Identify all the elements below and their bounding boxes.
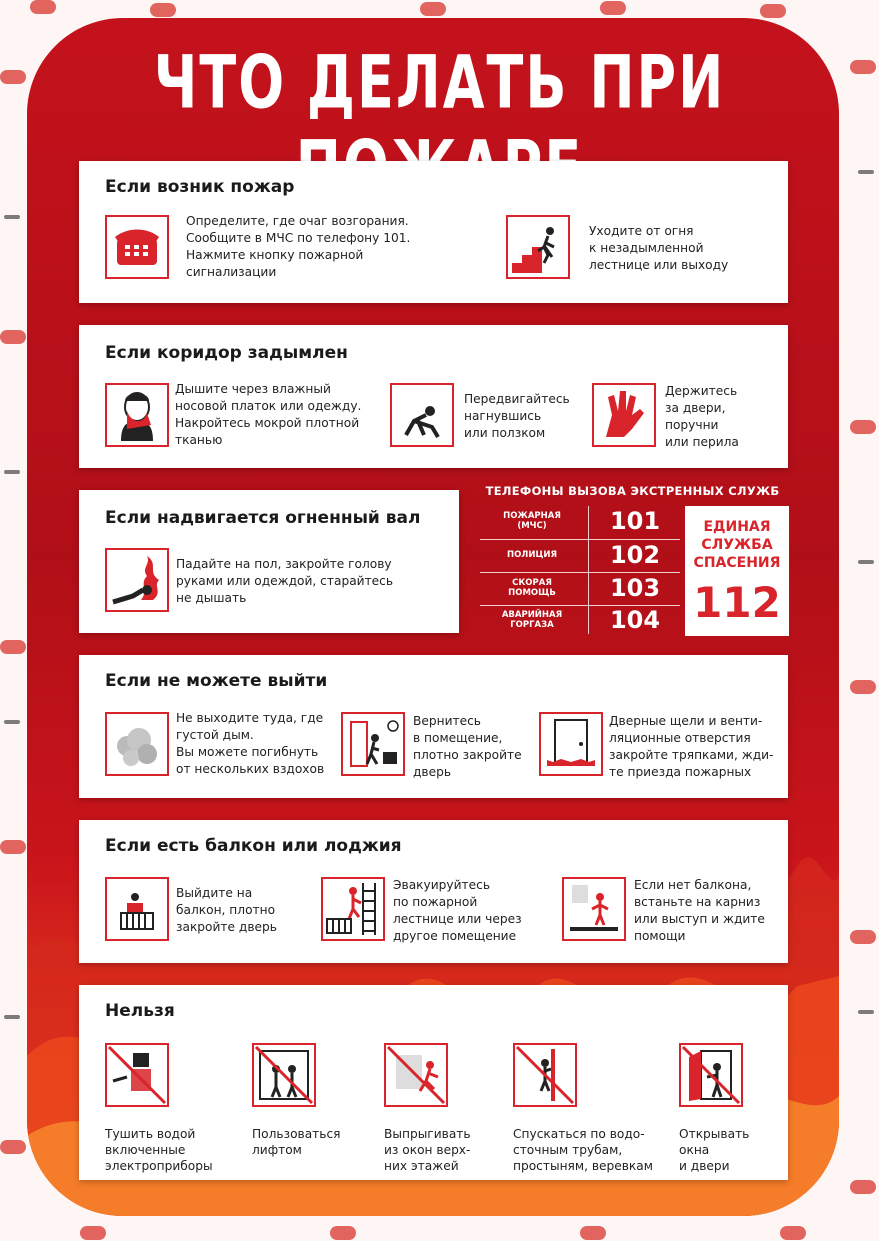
instruction-text: Падайте на пол, закройте голову руками или одеждой, старайтесь не дышать — [176, 557, 394, 605]
phone-number: 102 — [609, 541, 661, 569]
section-heading: Если есть балкон или лоджия — [105, 836, 402, 856]
service-name: СКОРАЯ ПОМОЩЬ — [508, 578, 556, 598]
ledge-icon — [562, 877, 626, 941]
phone-number: 104 — [609, 606, 661, 634]
section-heading: Если возник пожар — [105, 177, 295, 197]
instruction-text: Не выходите туда, где густой дым. Вы можете погибнуть от нескольких вздохов — [176, 711, 325, 776]
section-balcony — [79, 820, 788, 963]
section-cant-exit — [79, 655, 788, 798]
phones-title: ТЕЛЕФОНЫ ВЫЗОВА ЭКСТРЕННЫХ СЛУЖБ — [485, 484, 780, 498]
service-name: ПОЛИЦИЯ — [506, 550, 558, 560]
section-heading: Если коридор задымлен — [105, 343, 348, 363]
forbidden-text: Открывать окна и двери — [679, 1127, 750, 1174]
breathe-through-cloth-icon — [105, 383, 169, 447]
seal-door-icon — [539, 712, 603, 776]
return-to-room-icon — [341, 712, 405, 776]
instruction-text: Дышите через влажный носовой платок или одежду. Накройтесь мокрой плотной тканью — [175, 382, 362, 447]
no-elevator-icon — [252, 1043, 316, 1107]
phone-row — [480, 540, 683, 570]
fire-ladder-icon — [321, 877, 385, 941]
hand-on-wall-icon — [592, 383, 656, 447]
service-name: ПОЖАРНАЯ (МЧС) — [503, 511, 561, 531]
smoke-cloud-icon — [105, 712, 169, 776]
unified-rescue-box — [685, 506, 789, 636]
section-forbidden — [79, 985, 788, 1180]
unified-rescue-label: ЕДИНАЯ СЛУЖБА СПАСЕНИЯ — [693, 519, 781, 571]
instruction-text: Уходите от огня к незадымленной лестнице или выходу — [589, 224, 729, 272]
section-smoke — [79, 325, 788, 468]
section-firewall — [79, 490, 459, 633]
instruction-text: Вернитесь в помещение, плотно закройте дверь — [413, 714, 522, 779]
no-water-on-electrics-icon — [105, 1043, 169, 1107]
instruction-text: Передвигайтесь нагнувшись или ползком — [464, 392, 570, 440]
phone-row — [480, 573, 683, 603]
forbidden-text: Выпрыгивать из окон верх- них этажей — [384, 1127, 471, 1174]
instruction-text: Дверные щели и венти- ляционные отверстия закройте тряпками, жди- те приезда пожарных — [609, 714, 774, 779]
stairs-exit-icon — [506, 215, 570, 279]
phone-row — [480, 605, 683, 635]
crawl-icon — [390, 383, 454, 447]
section-fire — [79, 161, 788, 303]
instruction-text: Эвакуируйтесь по пожарной лестнице или через другое помещение — [393, 878, 522, 943]
instruction-text: Если нет балкона, встаньте на карниз или выступ и ждите помощи — [634, 878, 765, 943]
forbidden-text: Спускаться по водо- сточным трубам, простыням, веревкам — [513, 1127, 653, 1174]
forbidden-text: Пользоваться лифтом — [252, 1127, 341, 1158]
phone-number: 101 — [609, 507, 661, 535]
service-name: АВАРИЙНАЯ ГОРГАЗА — [501, 610, 563, 630]
unified-rescue-number: 112 — [693, 578, 781, 627]
balcony-icon — [105, 877, 169, 941]
no-climbing-down-icon — [513, 1043, 577, 1107]
phone-row — [480, 506, 683, 536]
instruction-text: Выйдите на балкон, плотно закройте дверь — [176, 886, 277, 934]
no-jumping-icon — [384, 1043, 448, 1107]
section-heading: Если надвигается огненный вал — [105, 508, 421, 528]
telephone-icon — [105, 215, 169, 279]
page-title: ЧТО ДЕЛАТЬ ПРИ — [153, 40, 726, 126]
phone-number: 103 — [609, 574, 661, 602]
emergency-phones — [475, 484, 790, 639]
lie-down-icon — [105, 548, 169, 612]
forbidden-text: Тушить водой включенные электроприборы — [105, 1127, 213, 1174]
no-opening-windows-icon — [679, 1043, 743, 1107]
instruction-text: Держитесь за двери, поручни или перила — [665, 384, 739, 449]
instruction-text: Определите, где очаг возгорания. Сообщите в МЧС по телефону 101. Нажмите кнопку пожарной сигнализации — [186, 214, 411, 279]
section-heading: Нельзя — [105, 1001, 175, 1021]
section-heading: Если не можете выйти — [105, 671, 328, 691]
